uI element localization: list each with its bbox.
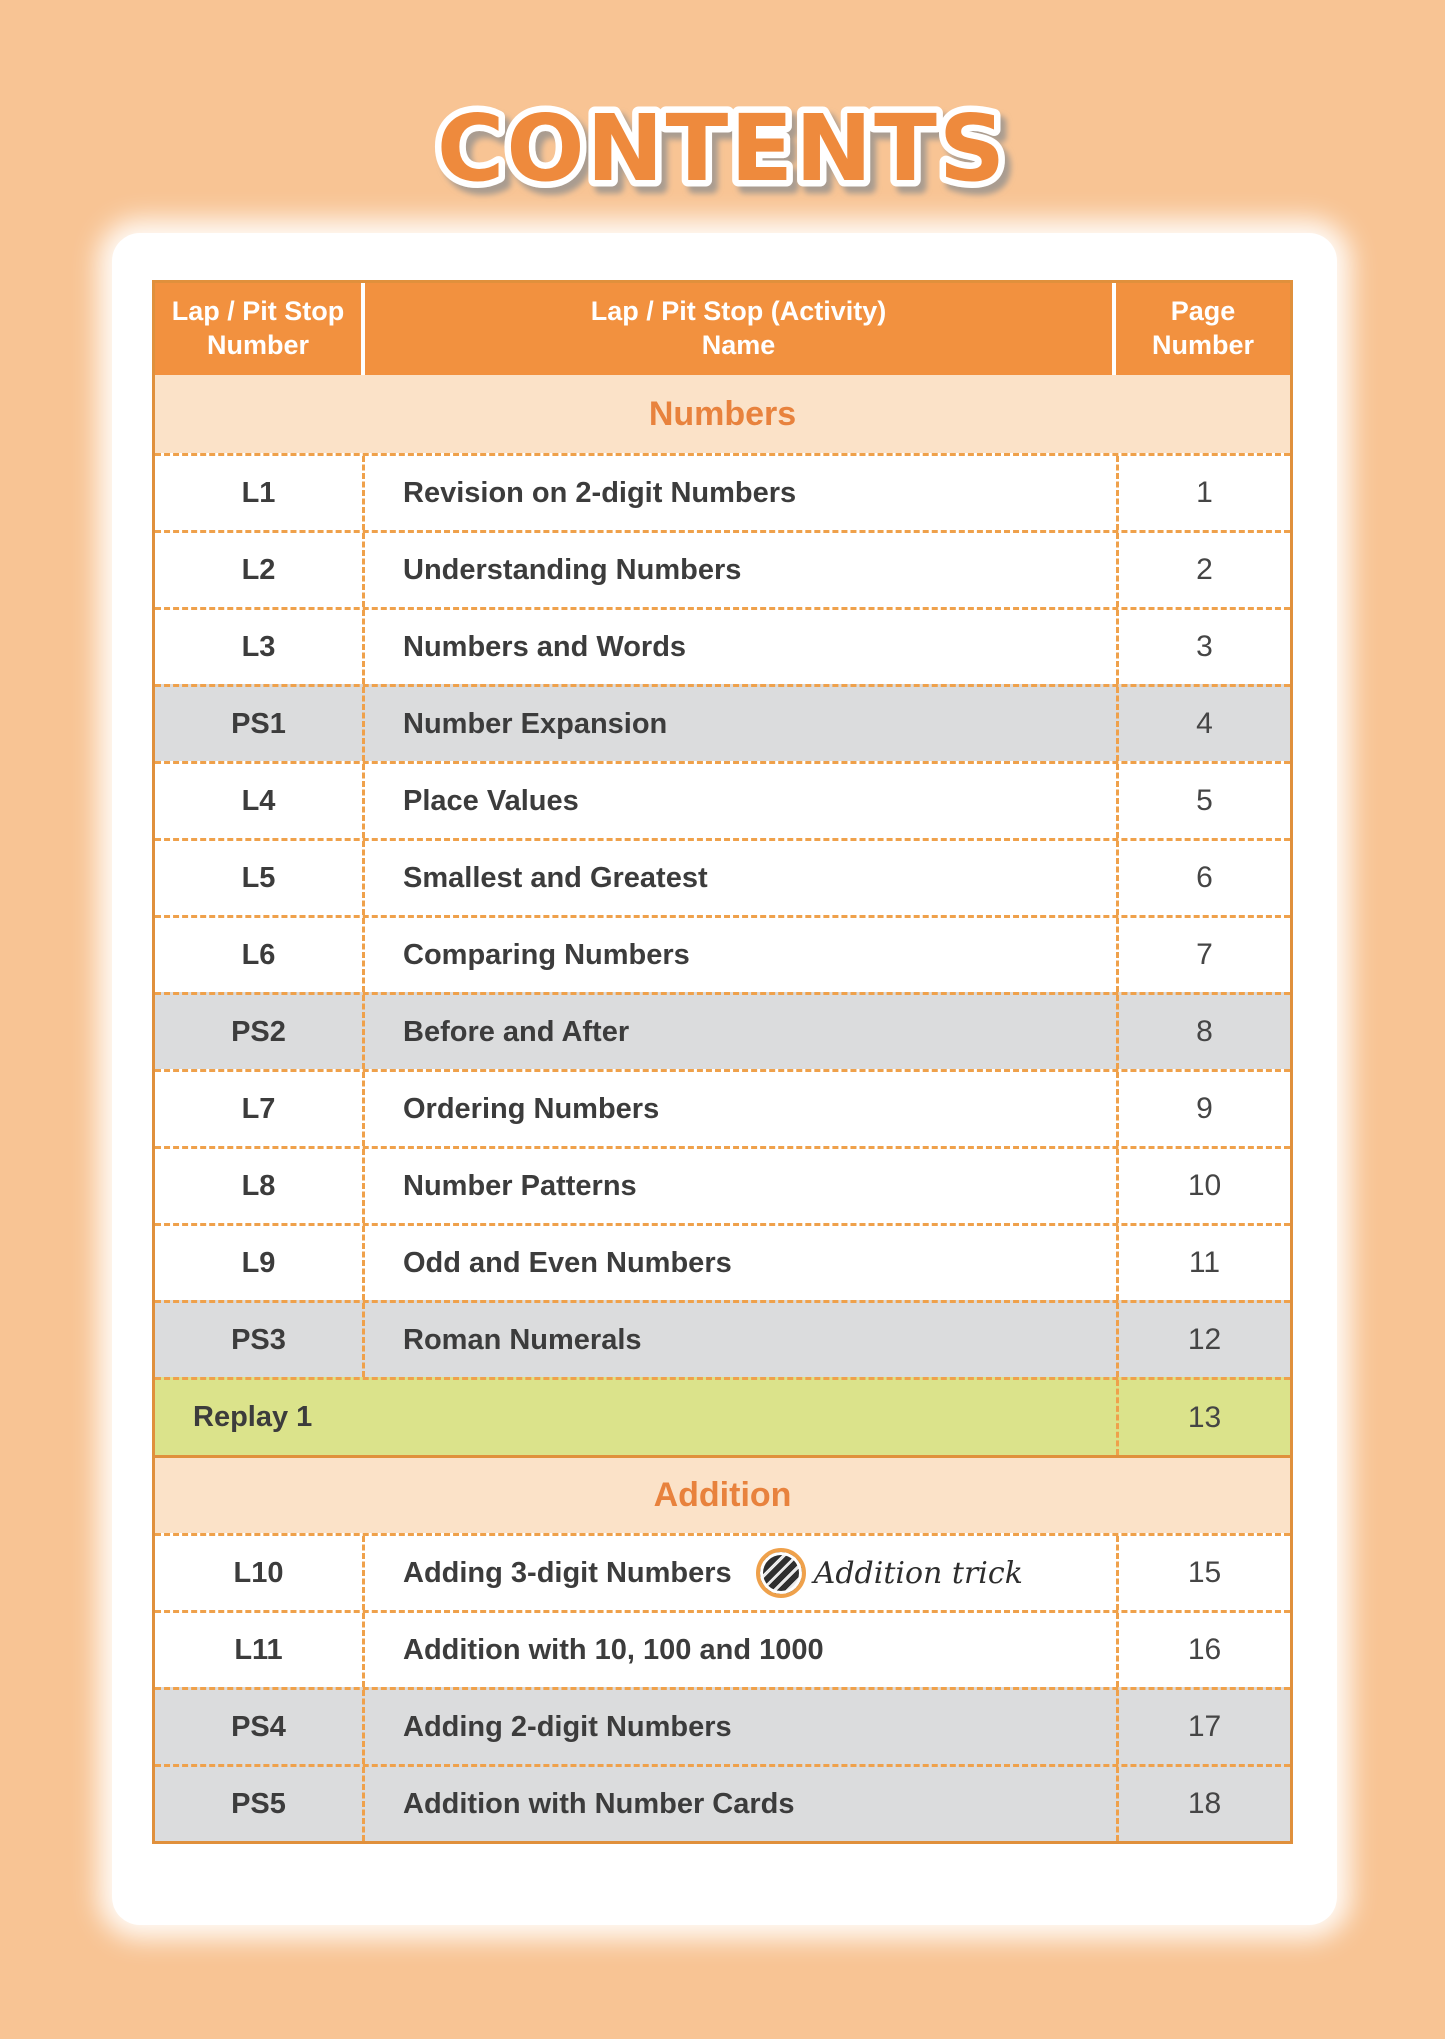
- row-page: 7: [1116, 918, 1290, 992]
- row-name: Roman Numerals: [403, 1323, 642, 1356]
- table-row: [155, 453, 1290, 530]
- row-name: Number Patterns: [403, 1169, 637, 1202]
- section-numbers: [155, 375, 1290, 453]
- row-page: 1: [1116, 456, 1290, 530]
- page-title-wrap: [0, 52, 1445, 242]
- table-row: [155, 1223, 1290, 1300]
- row-name: Ordering Numbers: [403, 1092, 660, 1125]
- header-page-number-line2: Number: [1151, 330, 1254, 360]
- row-number: L7: [155, 1072, 365, 1146]
- table-row-pitstop: [155, 684, 1290, 761]
- header-activity-name-line2: Name: [701, 330, 776, 360]
- page-title-art: [0, 52, 1445, 242]
- replay-label: Replay 1: [193, 1401, 313, 1433]
- header-page-number: [1116, 283, 1290, 375]
- table-row-replay: [155, 1377, 1290, 1455]
- table-row: [155, 915, 1290, 992]
- table-row-pitstop: [155, 1764, 1290, 1841]
- row-name: Addition with Number Cards: [403, 1787, 795, 1820]
- row-page: 2: [1116, 533, 1290, 607]
- row-number: L6: [155, 918, 365, 992]
- table-row: [155, 838, 1290, 915]
- table-row: [155, 1533, 1290, 1610]
- header-page-number-line1: Page: [1170, 296, 1236, 327]
- row-page: 13: [1116, 1380, 1290, 1455]
- row-name: Adding 2-digit Numbers: [403, 1710, 732, 1743]
- table-row: [155, 761, 1290, 838]
- row-page: 16: [1116, 1613, 1290, 1687]
- header-lap-number: [155, 283, 365, 375]
- row-page: 17: [1116, 1690, 1290, 1764]
- contents-table: [152, 280, 1293, 1844]
- row-name: Number Expansion: [403, 707, 668, 740]
- row-number: PS5: [155, 1767, 365, 1841]
- row-number: L11: [155, 1613, 365, 1687]
- row-number: PS4: [155, 1690, 365, 1764]
- row-number: L9: [155, 1226, 365, 1300]
- row-page: 6: [1116, 841, 1290, 915]
- addition-trick-badge-label: Addition trick: [813, 1555, 1023, 1591]
- row-name: Revision on 2-digit Numbers: [403, 476, 797, 509]
- row-number: PS1: [155, 687, 365, 761]
- table-row-pitstop: [155, 1300, 1290, 1377]
- section-numbers-label: Numbers: [648, 394, 797, 433]
- row-page: 10: [1116, 1149, 1290, 1223]
- row-page: 9: [1116, 1072, 1290, 1146]
- header-lap-number-line2: Number: [206, 330, 309, 360]
- row-name: Understanding Numbers: [403, 553, 742, 586]
- row-number: L1: [155, 456, 365, 530]
- row-number: L10: [155, 1536, 365, 1610]
- header-activity-name: [365, 283, 1116, 375]
- row-name: Comparing Numbers: [403, 938, 690, 971]
- header-activity-name-line1: Lap / Pit Stop (Activity): [590, 296, 887, 327]
- section-addition: [155, 1455, 1290, 1533]
- row-name: Odd and Even Numbers: [403, 1246, 732, 1279]
- row-page: 4: [1116, 687, 1290, 761]
- table-row: [155, 1610, 1290, 1687]
- table-row: [155, 1146, 1290, 1223]
- row-page: 3: [1116, 610, 1290, 684]
- table-row-pitstop: [155, 992, 1290, 1069]
- section-addition-label: Addition: [653, 1476, 792, 1514]
- content-panel: [112, 233, 1337, 1925]
- row-page: 5: [1116, 764, 1290, 838]
- addition-trick-badge: [756, 1548, 1023, 1598]
- row-name-with-badge: [365, 1536, 1116, 1610]
- table-row-pitstop: [155, 1687, 1290, 1764]
- row-number: PS3: [155, 1303, 365, 1377]
- row-name: Smallest and Greatest: [403, 861, 708, 894]
- page-title: CONTENTS: [436, 95, 1008, 202]
- row-number: L2: [155, 533, 365, 607]
- row-name: Adding 3-digit Numbers: [403, 1556, 732, 1589]
- row-page: 12: [1116, 1303, 1290, 1377]
- row-number: L8: [155, 1149, 365, 1223]
- row-page: 18: [1116, 1767, 1290, 1841]
- row-page: 8: [1116, 995, 1290, 1069]
- row-page: 15: [1116, 1536, 1290, 1610]
- row-name: Numbers and Words: [403, 630, 687, 663]
- row-name: Before and After: [403, 1015, 630, 1048]
- table-row: [155, 530, 1290, 607]
- addition-trick-badge-icon: [756, 1548, 806, 1598]
- row-number: L3: [155, 610, 365, 684]
- table-header-row: [155, 283, 1290, 375]
- row-name: Place Values: [403, 784, 579, 817]
- row-number: PS2: [155, 995, 365, 1069]
- row-number: L4: [155, 764, 365, 838]
- header-lap-number-line1: Lap / Pit Stop: [171, 296, 345, 327]
- row-number: L5: [155, 841, 365, 915]
- row-name: Addition with 10, 100 and 1000: [403, 1633, 824, 1666]
- table-row: [155, 607, 1290, 684]
- table-row: [155, 1069, 1290, 1146]
- row-page: 11: [1116, 1226, 1290, 1300]
